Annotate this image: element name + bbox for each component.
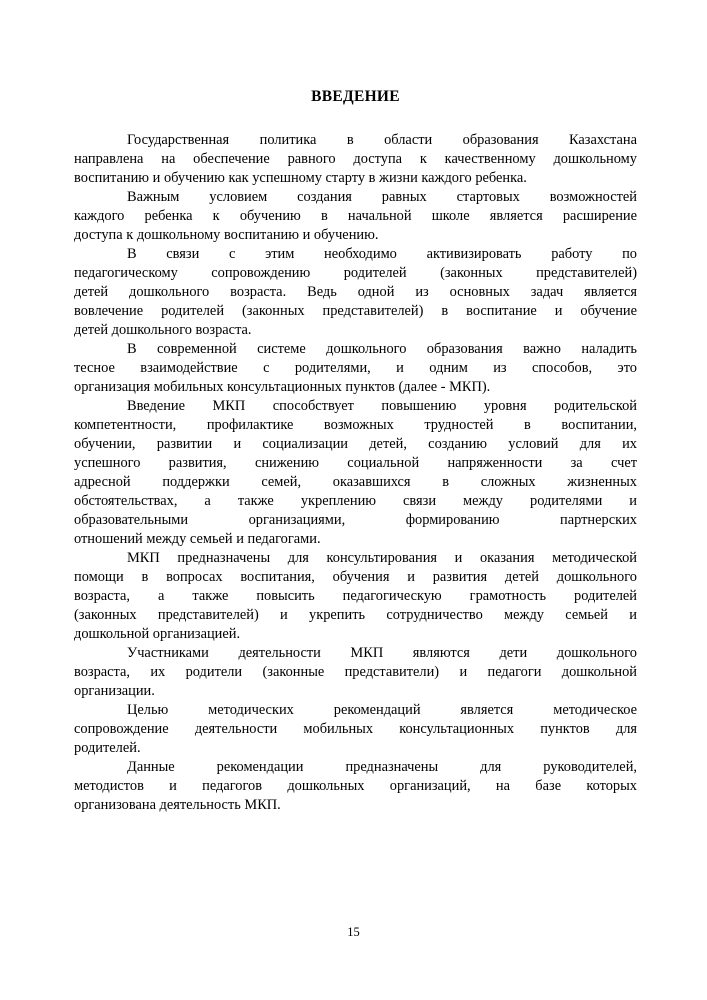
paragraph	[74, 340, 637, 397]
paragraph	[74, 549, 637, 644]
text-line: организована деятельность МКП.	[74, 797, 281, 813]
text-line: В связи с этим необходимо активизировать работу по	[127, 246, 637, 262]
text-line: родителей.	[74, 740, 141, 756]
text-line: тесное взаимодействие с родителями, и одним из способов, это	[74, 360, 637, 376]
page-title: ВВЕДЕНИЕ	[311, 88, 400, 105]
paragraph	[74, 397, 637, 549]
text-line: (законных представителей) и укрепить сотрудничество между семьей и	[74, 607, 637, 623]
text-line: дошкольной организацией.	[74, 626, 241, 642]
page-number: 15	[347, 925, 360, 939]
text-line: возраста, а также повысить педагогическую грамотность родителей	[74, 588, 637, 604]
text-line: помощи в вопросах воспитания, обучения и развития детей дошкольного	[74, 569, 637, 585]
paragraph	[74, 131, 637, 188]
text-line: сопровождение деятельности мобильных консультационных пунктов для	[74, 721, 637, 737]
text-line: педагогическому сопровождению родителей (законных представителей)	[74, 265, 637, 281]
document-body	[74, 131, 637, 815]
paragraph	[74, 701, 637, 758]
text-line: отношений между семьей и педагогами.	[74, 531, 321, 547]
text-line: детей дошкольного возраста. Ведь одной из основных задач является	[74, 284, 637, 300]
text-line: организации.	[74, 683, 155, 699]
text-line: организация мобильных консультационных пунктов (далее - МКП).	[74, 379, 491, 395]
text-line: обучении, развитии и социализации детей, созданию условий для их	[74, 436, 637, 452]
text-line: компетентности, профилактике возможных трудностей в воспитании,	[74, 417, 637, 433]
text-line: каждого ребенка к обучению в начальной школе является расширение	[74, 208, 637, 224]
text-line: детей дошкольного возраста.	[74, 322, 252, 338]
text-line: Целью методических рекомендаций является методическое	[127, 702, 637, 718]
text-line: успешного развития, снижению социальной напряженности за счет	[74, 455, 637, 471]
text-line: Важным условием создания равных стартовых возможностей	[127, 189, 637, 205]
text-line: В современной системе дошкольного образования важно наладить	[127, 341, 637, 357]
text-line: направлена на обеспечение равного доступа к качественному дошкольному	[74, 151, 637, 167]
text-line: методистов и педагогов дошкольных организаций, на базе которых	[74, 778, 637, 794]
text-line: обстоятельствах, а также укреплению связи между родителями и	[74, 493, 637, 509]
text-line: возраста, их родители (законные представители) и педагоги дошкольной	[74, 664, 637, 680]
paragraph	[74, 188, 637, 245]
text-line: вовлечение родителей (законных представителей) в воспитание и обучение	[74, 303, 637, 319]
text-line: Введение МКП способствует повышению уровня родительской	[127, 398, 637, 414]
text-line: воспитанию и обучению как успешному старту в жизни каждого ребенка.	[74, 170, 527, 186]
text-line: доступа к дошкольному воспитанию и обучению.	[74, 227, 379, 243]
text-line: МКП предназначены для консультирования и оказания методической	[127, 550, 637, 566]
text-line: Государственная политика в области образования Казахстана	[127, 132, 637, 148]
paragraph	[74, 644, 637, 701]
paragraph	[74, 758, 637, 815]
text-line: Данные рекомендации предназначены для руководителей,	[127, 759, 637, 775]
text-line: образовательными организациями, формированию партнерских	[74, 512, 637, 528]
text-line: адресной поддержки семей, оказавшихся в сложных жизненных	[74, 474, 637, 490]
text-line: Участниками деятельности МКП являются дети дошкольного	[127, 645, 637, 661]
paragraph	[74, 245, 637, 340]
